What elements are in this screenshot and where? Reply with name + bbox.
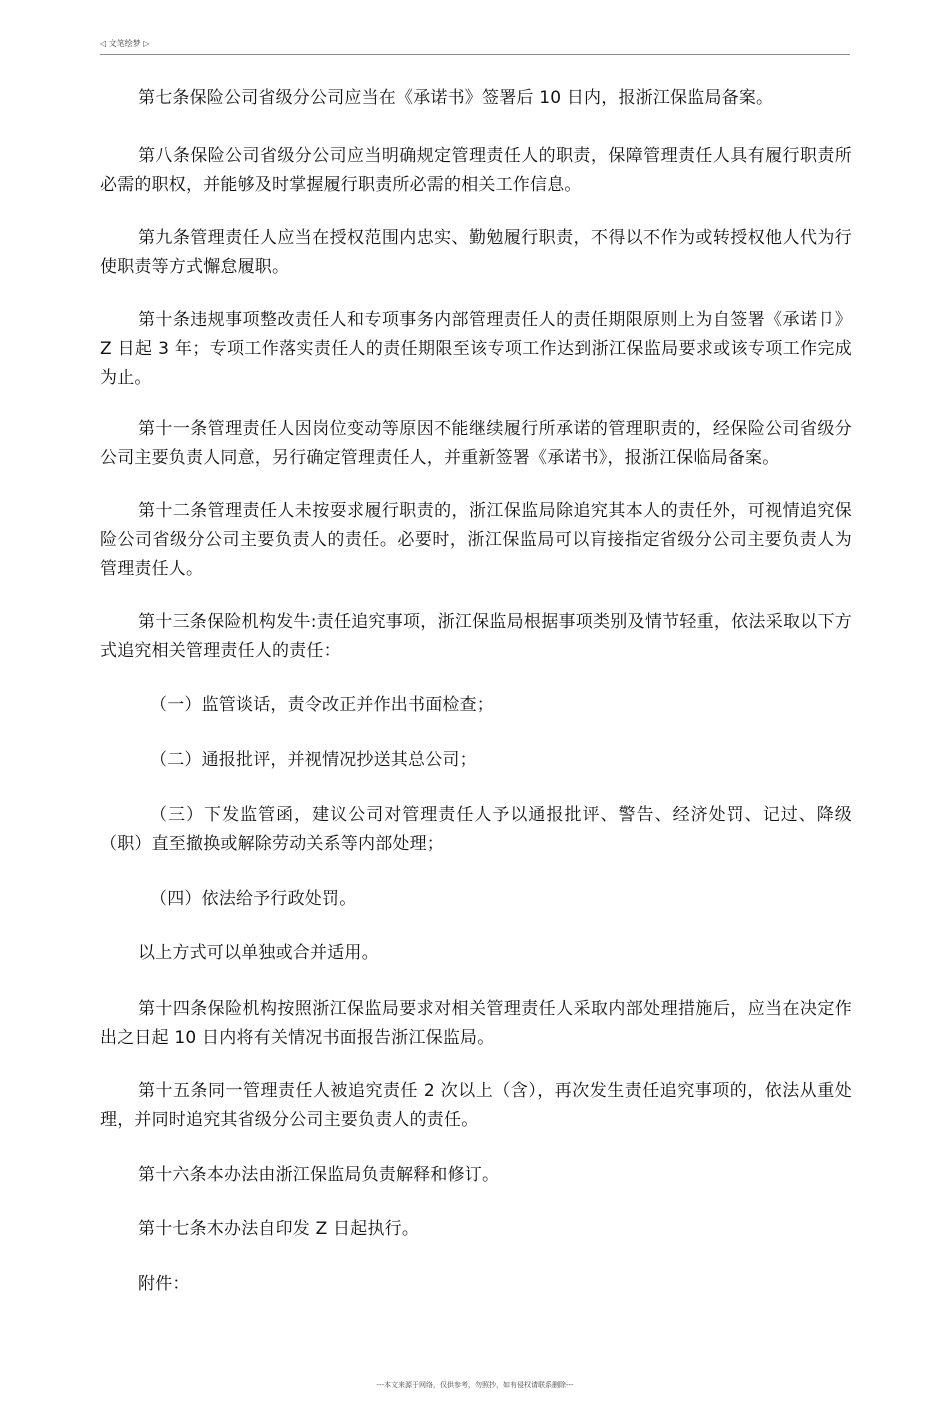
page-header (100, 36, 850, 55)
article-8: 第八条保险公司省级分公司应当明确规定管理责任人的职责，保障管理责任人具有履行职责所必需的职权，并能够及时掌握履行职责所必需的相关工作信息。 (100, 146, 852, 195)
penalty-item-4: （四）依法给予行政处罚。 (150, 889, 357, 909)
article-14: 第十四条保险机构按照浙江保监局要求对相关管理责任人采取内部处理措施后，应当在决定作出之日起 10 日内将有关情况书面报告浙江保监局。 (100, 999, 852, 1048)
article-10: 第十条违规事项整改责任人和专项事务内部管理责任人的责任期限原则上为自签署《承诺卩》Z 日起 3 年；专项工作落实责任人的责任期限至该专项工作达到浙江保监局要求或该专项工作完成为止。 (100, 310, 852, 388)
article-16: 第十六条本办法由浙江保监局负责解释和修订。 (138, 1165, 500, 1185)
article-11: 第十一条管理责任人因岗位变动等原因不能继续履行所承诺的管理职责的，经保险公司省级分公司主要负责人同意，另行确定管理责任人，并重新签署《承诺书》，报浙江保临局备案。 (100, 419, 852, 468)
article-13: 第十三条保险机构发牛:责任追究事项，浙江保监局根据事项类别及情节轻重，依法采取以下方式追究相关管理责任人的责任： (100, 612, 852, 661)
penalty-item-1: （一）监管谈话，责令改正并作出书面检查； (150, 695, 494, 715)
article-9: 第九条管理责任人应当在授权范围内忠实、勤勉履行职责，不得以不作为或转授权他人代为行使职责等方式懈怠履职。 (100, 228, 852, 277)
article-15: 第十五条同一管理责任人被追究责任 2 次以上（含），再次发生责任追究事项的，依法从重处理，并同时追究其省级分公司主要负责人的责任。 (100, 1081, 852, 1130)
page-footer: ---本文来源于网络，仅供参考，勿照抄，如有侵权请联系删除--- (376, 1381, 574, 1389)
penalty-item-3: （三）下发监管函，建议公司对管理责任人予以通报批评、警告、经济处罚、记过、降级（职）直至撤换或解除劳动关系等内部处理； (100, 805, 852, 854)
article-12: 第十二条管理责任人未按耍求履行职责的，浙江保监局除追究其本人的责任外，可视情追究保险公司省级分公司主要负责人的责任。必要时，浙江保监局可以肓接指定省级分公司主要负责人为管理责任人。 (100, 501, 852, 579)
article-17: 第十七条木办法自印发 Z 日起执行。 (138, 1219, 420, 1239)
attachment-label: 附件： (138, 1274, 190, 1294)
applicability-note: 以上方式可以单独或合并适用。 (138, 943, 379, 963)
article-7: 第七条保险公司省级分公司应当在《承诺书》签署后 10 日内，报浙江保监局备案。 (138, 88, 774, 108)
penalty-item-2: （二）通报批评，并视情况抄送其总公司； (150, 750, 477, 770)
header-title: ◁ 文笔绘梦 ▷ (100, 39, 150, 48)
